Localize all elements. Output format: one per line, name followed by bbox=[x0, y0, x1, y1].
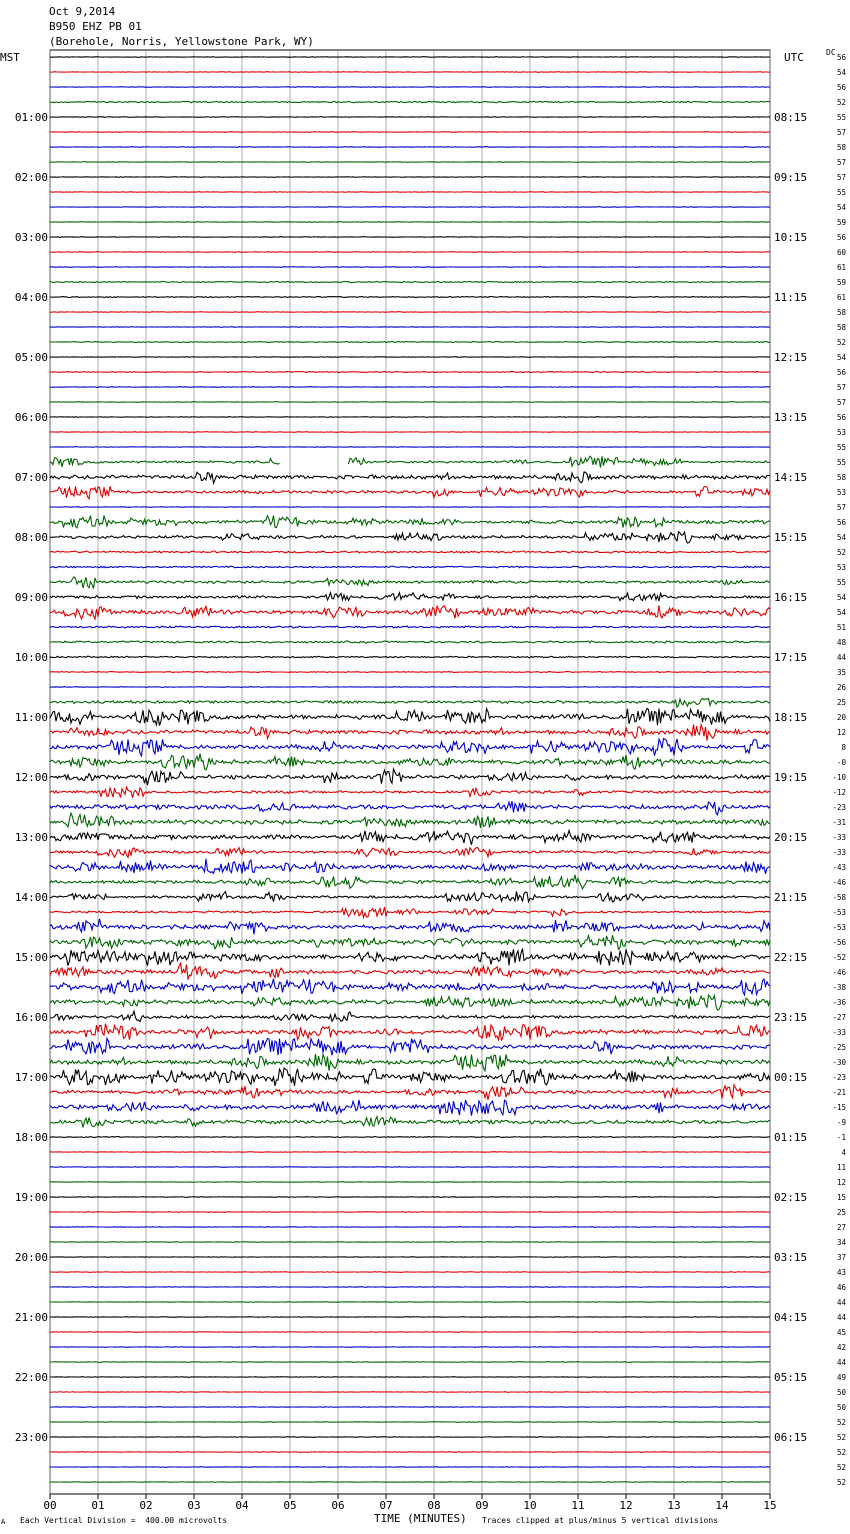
left-hour-label: 05:00 bbox=[14, 351, 48, 364]
trace-row bbox=[50, 1242, 770, 1243]
trace-row bbox=[50, 207, 770, 208]
dc-offset-label: 20 bbox=[836, 713, 846, 722]
trace-row bbox=[50, 1117, 770, 1128]
dc-offset-label: -53 bbox=[832, 908, 846, 917]
right-hour-label: 19:15 bbox=[774, 771, 808, 784]
right-hour-label: 04:15 bbox=[774, 1311, 808, 1324]
x-tick-label: 05 bbox=[283, 1499, 297, 1512]
trace-row bbox=[50, 132, 770, 133]
trace-row bbox=[50, 656, 770, 658]
trace-row bbox=[50, 626, 770, 628]
dc-offset-label: 57 bbox=[836, 398, 846, 407]
trace-row bbox=[50, 1152, 770, 1153]
dc-offset-label: -12 bbox=[832, 788, 846, 797]
dc-offset-label: 56 bbox=[836, 233, 846, 242]
trace-row bbox=[50, 1347, 770, 1348]
trace-row bbox=[50, 237, 770, 238]
dc-offset-label: -25 bbox=[832, 1043, 846, 1052]
dc-offset-label: -15 bbox=[832, 1103, 846, 1112]
trace-row bbox=[50, 1272, 770, 1273]
dc-offset-label: -38 bbox=[832, 983, 846, 992]
dc-offset-label: 52 bbox=[836, 1478, 846, 1487]
right-hour-label: 22:15 bbox=[774, 951, 808, 964]
dc-offset-label: 51 bbox=[836, 623, 846, 632]
trace-row bbox=[50, 507, 770, 508]
dc-offset-label: 58 bbox=[836, 473, 846, 482]
dc-offset-label: 58 bbox=[836, 143, 846, 152]
trace-row bbox=[50, 297, 770, 298]
dc-offset-label: 50 bbox=[836, 1388, 846, 1397]
dc-offset-label: 60 bbox=[836, 248, 846, 257]
dc-offset-label: 37 bbox=[836, 1253, 846, 1262]
trace-row bbox=[50, 312, 770, 313]
x-tick-label: 08 bbox=[427, 1499, 441, 1512]
dc-offset-label: 59 bbox=[836, 218, 846, 227]
trace-row bbox=[50, 281, 770, 282]
right-timezone-label: UTC bbox=[784, 51, 804, 64]
dc-offset-label: 57 bbox=[836, 383, 846, 392]
trace-row bbox=[50, 1100, 770, 1116]
dc-offset-label: -33 bbox=[832, 833, 846, 842]
dc-offset-label: 54 bbox=[836, 533, 846, 542]
trace-row bbox=[50, 875, 770, 889]
trace-row bbox=[50, 907, 770, 917]
trace-row bbox=[50, 1167, 770, 1168]
dc-offset-label: 57 bbox=[836, 158, 846, 167]
left-hour-label: 08:00 bbox=[14, 531, 48, 544]
dc-offset-label: -53 bbox=[832, 923, 846, 932]
x-tick-label: 12 bbox=[619, 1499, 633, 1512]
dc-offset-label: 46 bbox=[836, 1283, 846, 1292]
right-hour-label: 16:15 bbox=[774, 591, 808, 604]
x-tick-label: 07 bbox=[379, 1499, 393, 1512]
dc-offset-label: 55 bbox=[836, 113, 846, 122]
dc-offset-label: 43 bbox=[836, 1268, 846, 1277]
trace-row bbox=[50, 1362, 770, 1363]
dc-offset-label: 53 bbox=[836, 563, 846, 572]
left-hour-label: 18:00 bbox=[14, 1131, 48, 1144]
trace-row bbox=[50, 577, 770, 589]
trace-row bbox=[50, 935, 770, 949]
right-hour-label: 12:15 bbox=[774, 351, 808, 364]
dc-offset-label: -46 bbox=[832, 968, 846, 977]
left-hour-label: 10:00 bbox=[14, 651, 48, 664]
trace-row bbox=[50, 402, 770, 403]
dc-offset-label: -27 bbox=[832, 1013, 846, 1022]
dc-offset-label: -52 bbox=[832, 953, 846, 962]
dc-offset-label: 12 bbox=[836, 728, 846, 737]
dc-offset-label: -58 bbox=[832, 893, 846, 902]
trace-row bbox=[50, 532, 770, 543]
trace-row bbox=[50, 1437, 770, 1438]
left-hour-label: 20:00 bbox=[14, 1251, 48, 1264]
trace-row bbox=[50, 963, 770, 979]
trace-row bbox=[50, 1024, 770, 1041]
footer-mark: A bbox=[1, 1518, 6, 1526]
left-hour-label: 02:00 bbox=[14, 171, 48, 184]
right-hour-label: 08:15 bbox=[774, 111, 808, 124]
dc-offset-label: 25 bbox=[836, 1208, 846, 1217]
dc-offset-label: 26 bbox=[836, 683, 846, 692]
x-tick-label: 09 bbox=[475, 1499, 489, 1512]
trace-row bbox=[50, 472, 770, 483]
dc-offset-label: -9 bbox=[836, 1118, 846, 1127]
left-hour-label: 21:00 bbox=[14, 1311, 48, 1324]
right-hour-label: 20:15 bbox=[774, 831, 808, 844]
left-hour-label: 04:00 bbox=[14, 291, 48, 304]
left-hour-label: 01:00 bbox=[14, 111, 48, 124]
trace-row bbox=[50, 995, 770, 1010]
trace-row bbox=[50, 177, 770, 178]
dc-offset-label: 44 bbox=[836, 1313, 846, 1322]
dc-offset-label: 58 bbox=[836, 323, 846, 332]
dc-offset-label: 48 bbox=[836, 638, 846, 647]
trace-row bbox=[50, 371, 770, 372]
left-hour-label: 11:00 bbox=[14, 711, 48, 724]
dc-offset-label: -0 bbox=[836, 758, 846, 767]
dc-offset-label: 53 bbox=[836, 428, 846, 437]
right-hour-label: 05:15 bbox=[774, 1371, 808, 1384]
dc-offset-label: 61 bbox=[836, 293, 846, 302]
right-hour-label: 10:15 bbox=[774, 231, 808, 244]
left-hour-label: 23:00 bbox=[14, 1431, 48, 1444]
dc-offset-label: 52 bbox=[836, 1448, 846, 1457]
dc-offset-label: 8 bbox=[841, 743, 846, 752]
header-station: B950 EHZ PB 01 bbox=[49, 20, 142, 33]
dc-offset-label: 55 bbox=[836, 443, 846, 452]
trace-row bbox=[50, 813, 770, 828]
right-hour-label: 21:15 bbox=[774, 891, 808, 904]
x-axis-label: TIME (MINUTES) bbox=[374, 1512, 467, 1525]
trace-row bbox=[50, 1482, 770, 1483]
header-location: (Borehole, Norris, Yellowstone Park, WY) bbox=[49, 35, 314, 48]
dc-offset-label: 44 bbox=[836, 1358, 846, 1367]
left-timezone-label: MST bbox=[0, 51, 20, 64]
trace-row bbox=[50, 831, 770, 845]
right-hour-label: 06:15 bbox=[774, 1431, 808, 1444]
dc-offset-label: 44 bbox=[836, 653, 846, 662]
left-hour-label: 03:00 bbox=[14, 231, 48, 244]
footer-scale: Each Vertical Division = 400.00 microvolts bbox=[20, 1516, 228, 1525]
dc-label: DC bbox=[826, 48, 836, 57]
trace-row bbox=[50, 1197, 770, 1198]
trace-row bbox=[50, 641, 770, 643]
trace-row bbox=[50, 1054, 770, 1071]
dc-offset-label: 54 bbox=[836, 593, 846, 602]
dc-offset-label: -31 bbox=[832, 818, 846, 827]
dc-offset-label: 52 bbox=[836, 1433, 846, 1442]
trace-row bbox=[50, 192, 770, 193]
dc-offset-label: 55 bbox=[836, 188, 846, 197]
right-hour-label: 09:15 bbox=[774, 171, 808, 184]
trace-row bbox=[50, 447, 770, 448]
trace-row bbox=[50, 1068, 770, 1086]
dc-offset-label: -56 bbox=[832, 938, 846, 947]
right-hour-label: 18:15 bbox=[774, 711, 808, 724]
trace-row bbox=[50, 1038, 770, 1055]
dc-offset-label: -21 bbox=[832, 1088, 846, 1097]
dc-offset-label: 25 bbox=[836, 698, 846, 707]
trace-row bbox=[50, 516, 770, 528]
trace-row bbox=[50, 1452, 770, 1453]
right-hour-label: 00:15 bbox=[774, 1071, 808, 1084]
dc-offset-label: -30 bbox=[832, 1058, 846, 1067]
dc-offset-label: 45 bbox=[836, 1328, 846, 1337]
dc-offset-label: -43 bbox=[832, 863, 846, 872]
trace-row bbox=[50, 1332, 770, 1333]
right-hour-label: 15:15 bbox=[774, 531, 808, 544]
trace-row bbox=[50, 724, 770, 740]
trace-row bbox=[50, 949, 770, 966]
dc-offset-label: 56 bbox=[836, 413, 846, 422]
dc-offset-label: 11 bbox=[836, 1163, 846, 1172]
left-hour-label: 15:00 bbox=[14, 951, 48, 964]
dc-offset-label: 54 bbox=[836, 608, 846, 617]
right-hour-label: 23:15 bbox=[774, 1011, 808, 1024]
trace-row bbox=[50, 101, 770, 103]
dc-offset-label: -10 bbox=[832, 773, 846, 782]
dc-offset-label: 55 bbox=[836, 578, 846, 587]
dc-offset-label: 57 bbox=[836, 503, 846, 512]
trace-row bbox=[50, 387, 770, 388]
dc-offset-label: 56 bbox=[836, 83, 846, 92]
dc-offset-label: 35 bbox=[836, 668, 846, 677]
dc-offset-label: 57 bbox=[836, 173, 846, 182]
trace-row bbox=[50, 1392, 770, 1393]
trace-row bbox=[50, 1212, 770, 1213]
trace-row bbox=[50, 57, 770, 58]
dc-offset-label: 58 bbox=[836, 308, 846, 317]
trace-row bbox=[50, 1182, 770, 1183]
x-tick-label: 10 bbox=[523, 1499, 537, 1512]
x-tick-label: 06 bbox=[331, 1499, 345, 1512]
trace-row bbox=[50, 1011, 770, 1021]
left-hour-label: 06:00 bbox=[14, 411, 48, 424]
trace-row bbox=[50, 222, 770, 223]
trace-row bbox=[50, 1227, 770, 1228]
left-hour-label: 07:00 bbox=[14, 471, 48, 484]
left-hour-label: 14:00 bbox=[14, 891, 48, 904]
trace-row bbox=[50, 687, 770, 688]
left-hour-label: 19:00 bbox=[14, 1191, 48, 1204]
dc-offset-label: 44 bbox=[836, 1298, 846, 1307]
x-tick-label: 03 bbox=[187, 1499, 201, 1512]
dc-offset-label: 52 bbox=[836, 1418, 846, 1427]
trace-row bbox=[50, 754, 770, 770]
dc-offset-label: 12 bbox=[836, 1178, 846, 1187]
right-hour-label: 01:15 bbox=[774, 1131, 808, 1144]
trace-row bbox=[50, 162, 770, 163]
trace-row bbox=[50, 327, 770, 328]
dc-offset-label: 54 bbox=[836, 353, 846, 362]
trace-row bbox=[50, 357, 770, 358]
trace-row bbox=[50, 847, 770, 857]
trace-row bbox=[50, 147, 770, 148]
dc-offset-label: 56 bbox=[836, 53, 846, 62]
x-tick-label: 00 bbox=[43, 1499, 57, 1512]
dc-offset-label: 52 bbox=[836, 1463, 846, 1472]
dc-offset-label: 54 bbox=[836, 203, 846, 212]
dc-offset-label: 55 bbox=[836, 458, 846, 467]
right-hour-label: 17:15 bbox=[774, 651, 808, 664]
dc-offset-label: 34 bbox=[836, 1238, 846, 1247]
dc-offset-label: -23 bbox=[832, 1073, 846, 1082]
trace-row bbox=[50, 859, 770, 874]
left-hour-label: 09:00 bbox=[14, 591, 48, 604]
right-hour-label: 14:15 bbox=[774, 471, 808, 484]
header-date: Oct 9,2014 bbox=[49, 5, 116, 18]
trace-row bbox=[50, 1302, 770, 1303]
dc-offset-label: 53 bbox=[836, 488, 846, 497]
trace-row bbox=[50, 593, 770, 601]
dc-offset-label: 42 bbox=[836, 1343, 846, 1352]
dc-offset-label: -33 bbox=[832, 1028, 846, 1037]
trace-row bbox=[50, 769, 770, 785]
dc-offset-label: 61 bbox=[836, 263, 846, 272]
dc-offset-label: -1 bbox=[836, 1133, 846, 1142]
trace-row bbox=[50, 698, 770, 707]
trace-row bbox=[50, 342, 770, 343]
dc-offset-label: 50 bbox=[836, 1403, 846, 1412]
left-hour-label: 17:00 bbox=[14, 1071, 48, 1084]
x-tick-label: 11 bbox=[571, 1499, 585, 1512]
trace-row bbox=[50, 1422, 770, 1423]
trace-row bbox=[50, 787, 770, 798]
trace-row bbox=[50, 1257, 770, 1258]
trace-row bbox=[50, 566, 770, 568]
right-hour-label: 03:15 bbox=[774, 1251, 808, 1264]
x-tick-label: 14 bbox=[715, 1499, 729, 1512]
dc-offset-label: -46 bbox=[832, 878, 846, 887]
dc-offset-label: 52 bbox=[836, 548, 846, 557]
trace-row bbox=[50, 709, 770, 726]
left-hour-label: 16:00 bbox=[14, 1011, 48, 1024]
trace-row bbox=[50, 1137, 770, 1138]
trace-row bbox=[50, 486, 770, 498]
trace-row bbox=[50, 456, 770, 467]
trace-row bbox=[50, 1085, 770, 1100]
left-hour-label: 13:00 bbox=[14, 831, 48, 844]
dc-offset-label: 49 bbox=[836, 1373, 846, 1382]
dc-offset-label: 27 bbox=[836, 1223, 846, 1232]
trace-row bbox=[50, 551, 770, 553]
dc-offset-label: 4 bbox=[841, 1148, 846, 1157]
footer-clip-note: Traces clipped at plus/minus 5 vertical divisions bbox=[482, 1516, 719, 1525]
dc-offset-label: 54 bbox=[836, 68, 846, 77]
trace-row bbox=[50, 252, 770, 253]
trace-row bbox=[50, 1467, 770, 1468]
x-tick-label: 01 bbox=[91, 1499, 105, 1512]
trace-row bbox=[50, 739, 770, 756]
left-hour-label: 22:00 bbox=[14, 1371, 48, 1384]
dc-offset-label: 59 bbox=[836, 278, 846, 287]
trace-row bbox=[50, 979, 770, 995]
trace-row bbox=[50, 605, 770, 619]
trace-row bbox=[50, 1317, 770, 1318]
dc-offset-label: 52 bbox=[836, 98, 846, 107]
trace-row bbox=[50, 267, 770, 268]
trace-row bbox=[50, 892, 770, 902]
x-tick-label: 04 bbox=[235, 1499, 249, 1512]
trace-row bbox=[50, 919, 770, 935]
dc-offset-label: 57 bbox=[836, 128, 846, 137]
dc-offset-label: 15 bbox=[836, 1193, 846, 1202]
dc-offset-label: 52 bbox=[836, 338, 846, 347]
trace-row bbox=[50, 672, 770, 673]
right-hour-label: 02:15 bbox=[774, 1191, 808, 1204]
right-hour-label: 13:15 bbox=[774, 411, 808, 424]
trace-row bbox=[50, 1377, 770, 1378]
trace-row bbox=[50, 117, 770, 118]
dc-offset-label: -33 bbox=[832, 848, 846, 857]
x-tick-label: 15 bbox=[763, 1499, 777, 1512]
dc-offset-label: -36 bbox=[832, 998, 846, 1007]
x-tick-label: 02 bbox=[139, 1499, 153, 1512]
trace-row bbox=[50, 801, 770, 815]
dc-offset-label: -23 bbox=[832, 803, 846, 812]
trace-row bbox=[50, 72, 770, 73]
dc-offset-label: 56 bbox=[836, 518, 846, 527]
trace-row bbox=[50, 1407, 770, 1408]
trace-row bbox=[50, 417, 770, 418]
right-hour-label: 11:15 bbox=[774, 291, 808, 304]
left-hour-label: 12:00 bbox=[14, 771, 48, 784]
dc-offset-label: 56 bbox=[836, 368, 846, 377]
trace-row bbox=[50, 432, 770, 433]
x-tick-label: 13 bbox=[667, 1499, 681, 1512]
trace-row bbox=[50, 1287, 770, 1288]
trace-row bbox=[50, 87, 770, 88]
